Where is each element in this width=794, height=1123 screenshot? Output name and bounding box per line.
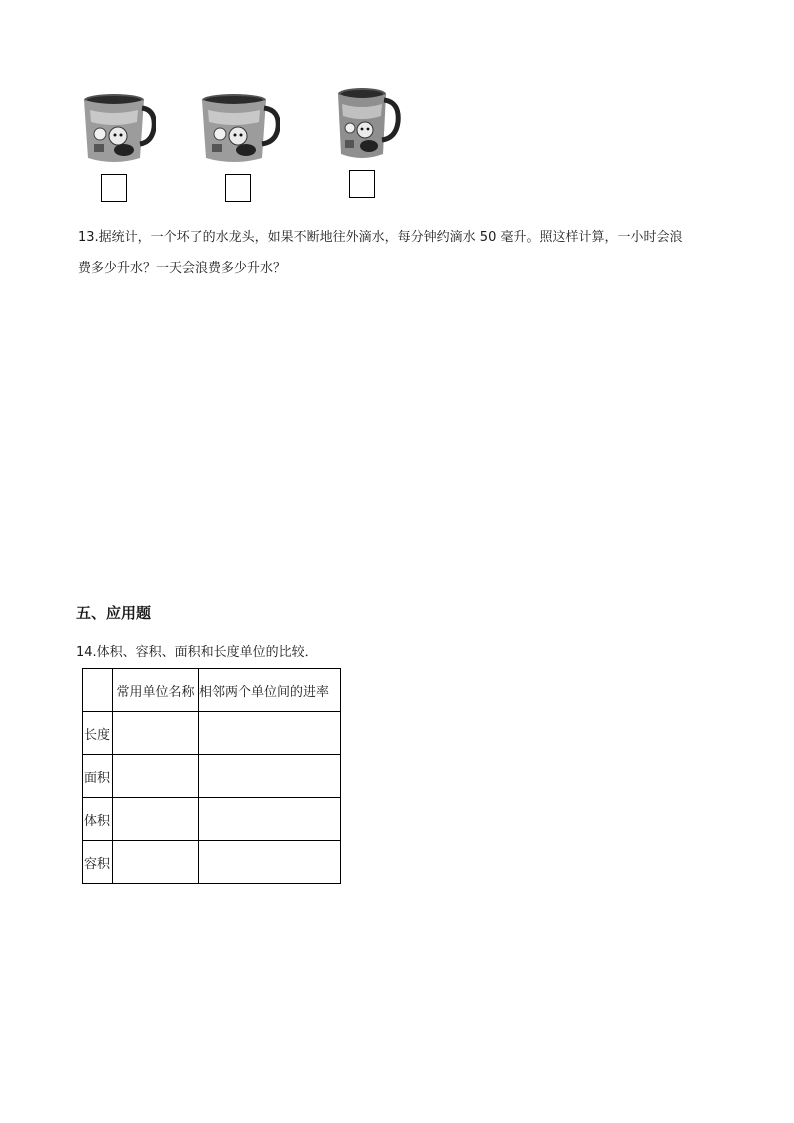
table-header-cell [83, 669, 113, 712]
answer-cell[interactable] [199, 755, 341, 798]
table-row [83, 712, 341, 755]
answer-cell[interactable] [199, 798, 341, 841]
answer-cell[interactable] [113, 841, 199, 884]
mug-2-image [198, 92, 280, 164]
row-label: 容积 [83, 841, 113, 884]
row-label: 面积 [83, 755, 113, 798]
answer-cell[interactable] [113, 798, 199, 841]
question-13-line-1: 13.据统计，一个坏了的水龙头，如果不断地往外滴水，每分钟约滴水 50 毫升。照这样计算，一小时会浪 [78, 230, 683, 245]
question-13-line-2: 费多少升水？一天会浪费多少升水？ [78, 261, 287, 276]
question-14-stem: 14.体积、容积、面积和长度单位的比较． [76, 645, 318, 660]
answer-cell[interactable] [199, 841, 341, 884]
answer-cell[interactable] [113, 712, 199, 755]
mug-2-answer-box[interactable] [225, 174, 251, 202]
table-header-row [83, 669, 341, 712]
unit-comparison-table [82, 668, 341, 884]
row-label: 体积 [83, 798, 113, 841]
table-row [83, 798, 341, 841]
mug-3-answer-box[interactable] [349, 170, 375, 198]
mug-1-answer-box[interactable] [101, 174, 127, 202]
mug-3-image [334, 86, 402, 162]
table-header-cell: 常用单位名称 [113, 669, 199, 712]
section-title: 五、应用题 [76, 604, 152, 622]
answer-cell[interactable] [199, 712, 341, 755]
mug-1-image [80, 92, 156, 164]
row-label: 长度 [83, 712, 113, 755]
table-row [83, 755, 341, 798]
answer-cell[interactable] [113, 755, 199, 798]
table-row [83, 841, 341, 884]
table-header-cell: 相邻两个单位间的进率 [199, 669, 341, 712]
